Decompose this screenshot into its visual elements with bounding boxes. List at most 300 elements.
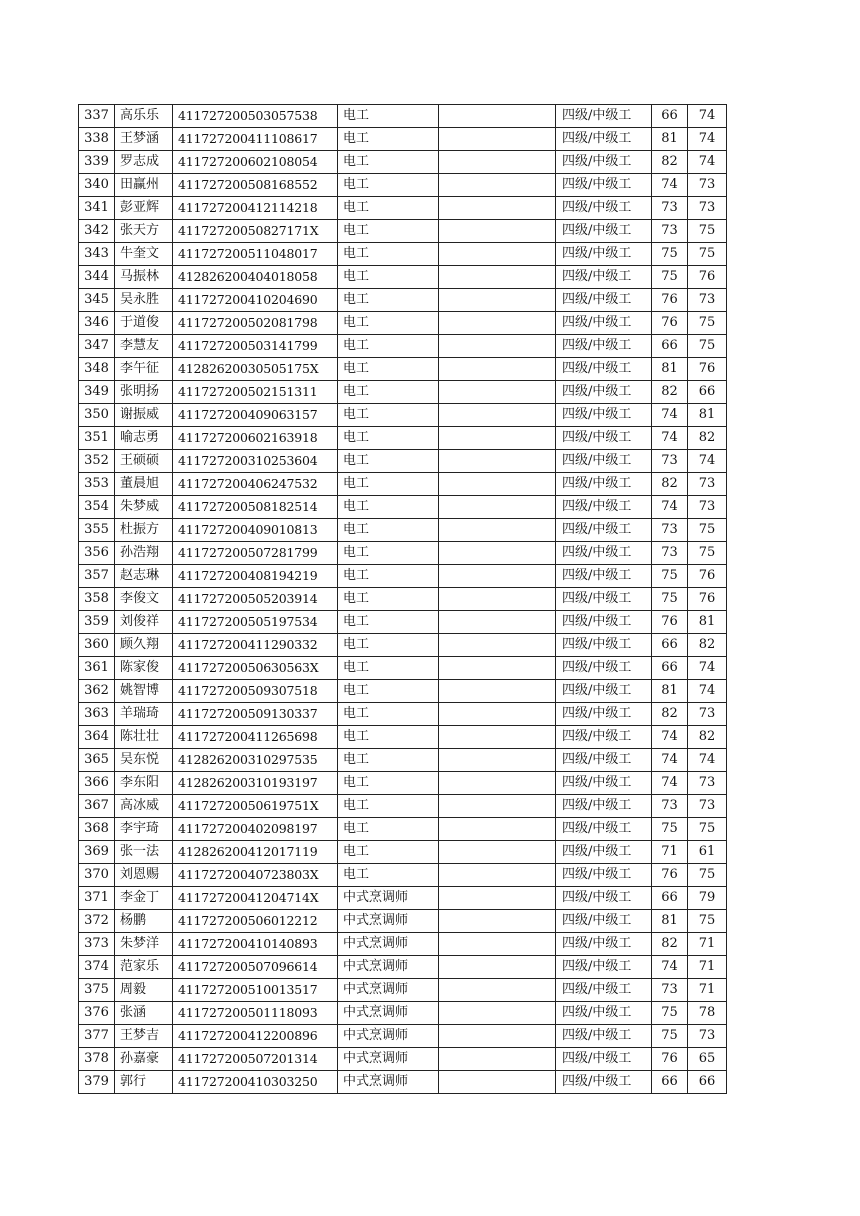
score-theory-cell: 75: [652, 818, 688, 841]
id-number-cell: 411727200410204690: [173, 289, 338, 312]
blank-cell: [439, 542, 556, 565]
id-number-cell: 411727200506012212: [173, 910, 338, 933]
table-row: [79, 864, 727, 887]
id-number-cell: 411727200411108617: [173, 128, 338, 151]
name-cell: 牛奎文: [115, 243, 173, 266]
score-practice-cell: 73: [688, 197, 727, 220]
occupation-cell: 电工: [338, 197, 439, 220]
level-cell: 四级/中级工: [556, 680, 652, 703]
level-cell: 四级/中级工: [556, 1071, 652, 1094]
blank-cell: [439, 519, 556, 542]
blank-cell: [439, 841, 556, 864]
name-cell: 张涵: [115, 1002, 173, 1025]
occupation-cell: 电工: [338, 841, 439, 864]
row-number-cell: 340: [79, 174, 115, 197]
score-practice-cell: 73: [688, 473, 727, 496]
row-number-cell: 377: [79, 1025, 115, 1048]
occupation-cell: 电工: [338, 450, 439, 473]
row-number-cell: 354: [79, 496, 115, 519]
score-practice-cell: 82: [688, 726, 727, 749]
row-number-cell: 338: [79, 128, 115, 151]
level-cell: 四级/中级工: [556, 473, 652, 496]
score-theory-cell: 75: [652, 1025, 688, 1048]
name-cell: 张明扬: [115, 381, 173, 404]
table-row: [79, 634, 727, 657]
score-practice-cell: 75: [688, 335, 727, 358]
roster-table-body: [79, 105, 727, 1094]
id-number-cell: 411727200402098197: [173, 818, 338, 841]
level-cell: 四级/中级工: [556, 542, 652, 565]
score-practice-cell: 66: [688, 381, 727, 404]
occupation-cell: 电工: [338, 312, 439, 335]
blank-cell: [439, 657, 556, 680]
score-practice-cell: 73: [688, 772, 727, 795]
row-number-cell: 360: [79, 634, 115, 657]
row-number-cell: 366: [79, 772, 115, 795]
score-practice-cell: 75: [688, 542, 727, 565]
occupation-cell: 电工: [338, 151, 439, 174]
name-cell: 喻志勇: [115, 427, 173, 450]
blank-cell: [439, 450, 556, 473]
score-practice-cell: 74: [688, 749, 727, 772]
row-number-cell: 342: [79, 220, 115, 243]
level-cell: 四级/中级工: [556, 565, 652, 588]
level-cell: 四级/中级工: [556, 772, 652, 795]
level-cell: 四级/中级工: [556, 128, 652, 151]
id-number-cell: 411727200505203914: [173, 588, 338, 611]
row-number-cell: 369: [79, 841, 115, 864]
blank-cell: [439, 956, 556, 979]
occupation-cell: 中式烹调师: [338, 887, 439, 910]
name-cell: 陈壮壮: [115, 726, 173, 749]
id-number-cell: 41172720050630563X: [173, 657, 338, 680]
name-cell: 张一法: [115, 841, 173, 864]
score-theory-cell: 76: [652, 611, 688, 634]
score-theory-cell: 75: [652, 243, 688, 266]
table-row: [79, 772, 727, 795]
occupation-cell: 电工: [338, 427, 439, 450]
level-cell: 四级/中级工: [556, 818, 652, 841]
level-cell: 四级/中级工: [556, 634, 652, 657]
occupation-cell: 电工: [338, 818, 439, 841]
occupation-cell: 电工: [338, 174, 439, 197]
id-number-cell: 412826200310297535: [173, 749, 338, 772]
level-cell: 四级/中级工: [556, 312, 652, 335]
name-cell: 李慧友: [115, 335, 173, 358]
name-cell: 罗志成: [115, 151, 173, 174]
occupation-cell: 电工: [338, 657, 439, 680]
blank-cell: [439, 335, 556, 358]
blank-cell: [439, 818, 556, 841]
roster-table: [78, 104, 727, 1094]
level-cell: 四级/中级工: [556, 404, 652, 427]
score-theory-cell: 73: [652, 197, 688, 220]
occupation-cell: 电工: [338, 565, 439, 588]
table-row: [79, 450, 727, 473]
blank-cell: [439, 312, 556, 335]
blank-cell: [439, 404, 556, 427]
name-cell: 彭亚辉: [115, 197, 173, 220]
table-row: [79, 496, 727, 519]
score-theory-cell: 66: [652, 634, 688, 657]
id-number-cell: 411727200509307518: [173, 680, 338, 703]
occupation-cell: 电工: [338, 519, 439, 542]
name-cell: 赵志琳: [115, 565, 173, 588]
blank-cell: [439, 358, 556, 381]
table-row: [79, 243, 727, 266]
score-theory-cell: 82: [652, 933, 688, 956]
row-number-cell: 344: [79, 266, 115, 289]
id-number-cell: 411727200409010813: [173, 519, 338, 542]
score-practice-cell: 75: [688, 243, 727, 266]
row-number-cell: 362: [79, 680, 115, 703]
level-cell: 四级/中级工: [556, 427, 652, 450]
score-theory-cell: 75: [652, 266, 688, 289]
score-theory-cell: 74: [652, 749, 688, 772]
table-row: [79, 1048, 727, 1071]
occupation-cell: 电工: [338, 703, 439, 726]
level-cell: 四级/中级工: [556, 266, 652, 289]
id-number-cell: 411727200310253604: [173, 450, 338, 473]
row-number-cell: 375: [79, 979, 115, 1002]
id-number-cell: 411727200412114218: [173, 197, 338, 220]
level-cell: 四级/中级工: [556, 726, 652, 749]
score-practice-cell: 82: [688, 634, 727, 657]
blank-cell: [439, 1048, 556, 1071]
score-theory-cell: 81: [652, 358, 688, 381]
id-number-cell: 411727200502151311: [173, 381, 338, 404]
name-cell: 朱梦洋: [115, 933, 173, 956]
score-practice-cell: 71: [688, 933, 727, 956]
id-number-cell: 41282620030505175X: [173, 358, 338, 381]
table-row: [79, 611, 727, 634]
score-practice-cell: 81: [688, 404, 727, 427]
name-cell: 于道俊: [115, 312, 173, 335]
table-row: [79, 703, 727, 726]
row-number-cell: 345: [79, 289, 115, 312]
id-number-cell: 411727200505197534: [173, 611, 338, 634]
occupation-cell: 电工: [338, 404, 439, 427]
blank-cell: [439, 910, 556, 933]
score-practice-cell: 75: [688, 312, 727, 335]
id-number-cell: 41172720050827171X: [173, 220, 338, 243]
score-theory-cell: 74: [652, 174, 688, 197]
name-cell: 孙嘉豪: [115, 1048, 173, 1071]
blank-cell: [439, 151, 556, 174]
score-practice-cell: 75: [688, 220, 727, 243]
row-number-cell: 359: [79, 611, 115, 634]
occupation-cell: 电工: [338, 128, 439, 151]
row-number-cell: 341: [79, 197, 115, 220]
score-practice-cell: 74: [688, 105, 727, 128]
level-cell: 四级/中级工: [556, 1002, 652, 1025]
blank-cell: [439, 243, 556, 266]
blank-cell: [439, 220, 556, 243]
occupation-cell: 电工: [338, 542, 439, 565]
row-number-cell: 337: [79, 105, 115, 128]
level-cell: 四级/中级工: [556, 956, 652, 979]
table-row: [79, 795, 727, 818]
level-cell: 四级/中级工: [556, 220, 652, 243]
level-cell: 四级/中级工: [556, 289, 652, 312]
name-cell: 羊瑞琦: [115, 703, 173, 726]
occupation-cell: 电工: [338, 680, 439, 703]
score-theory-cell: 73: [652, 795, 688, 818]
occupation-cell: 电工: [338, 749, 439, 772]
occupation-cell: 电工: [338, 220, 439, 243]
level-cell: 四级/中级工: [556, 657, 652, 680]
score-theory-cell: 76: [652, 864, 688, 887]
blank-cell: [439, 588, 556, 611]
score-practice-cell: 75: [688, 519, 727, 542]
table-row: [79, 841, 727, 864]
score-practice-cell: 74: [688, 680, 727, 703]
id-number-cell: 41172720040723803X: [173, 864, 338, 887]
row-number-cell: 349: [79, 381, 115, 404]
table-row: [79, 404, 727, 427]
id-number-cell: 411727200508182514: [173, 496, 338, 519]
id-number-cell: 412826200310193197: [173, 772, 338, 795]
score-practice-cell: 76: [688, 266, 727, 289]
id-number-cell: 411727200411265698: [173, 726, 338, 749]
level-cell: 四级/中级工: [556, 933, 652, 956]
blank-cell: [439, 703, 556, 726]
score-theory-cell: 82: [652, 473, 688, 496]
score-practice-cell: 71: [688, 956, 727, 979]
occupation-cell: 中式烹调师: [338, 933, 439, 956]
name-cell: 顾久翔: [115, 634, 173, 657]
name-cell: 杨鹏: [115, 910, 173, 933]
score-theory-cell: 74: [652, 404, 688, 427]
row-number-cell: 374: [79, 956, 115, 979]
blank-cell: [439, 128, 556, 151]
row-number-cell: 372: [79, 910, 115, 933]
level-cell: 四级/中级工: [556, 611, 652, 634]
occupation-cell: 中式烹调师: [338, 1025, 439, 1048]
name-cell: 高乐乐: [115, 105, 173, 128]
id-number-cell: 411727200602108054: [173, 151, 338, 174]
table-row: [79, 473, 727, 496]
row-number-cell: 367: [79, 795, 115, 818]
row-number-cell: 353: [79, 473, 115, 496]
level-cell: 四级/中级工: [556, 450, 652, 473]
row-number-cell: 379: [79, 1071, 115, 1094]
row-number-cell: 346: [79, 312, 115, 335]
name-cell: 刘俊祥: [115, 611, 173, 634]
id-number-cell: 411727200507281799: [173, 542, 338, 565]
occupation-cell: 电工: [338, 496, 439, 519]
level-cell: 四级/中级工: [556, 519, 652, 542]
name-cell: 陈家俊: [115, 657, 173, 680]
table-row: [79, 220, 727, 243]
occupation-cell: 电工: [338, 243, 439, 266]
score-theory-cell: 66: [652, 1071, 688, 1094]
table-row: [79, 1071, 727, 1094]
table-row: [79, 565, 727, 588]
row-number-cell: 361: [79, 657, 115, 680]
id-number-cell: 411727200406247532: [173, 473, 338, 496]
row-number-cell: 364: [79, 726, 115, 749]
level-cell: 四级/中级工: [556, 174, 652, 197]
row-number-cell: 365: [79, 749, 115, 772]
score-theory-cell: 81: [652, 128, 688, 151]
score-theory-cell: 66: [652, 657, 688, 680]
name-cell: 吴永胜: [115, 289, 173, 312]
score-practice-cell: 74: [688, 450, 727, 473]
blank-cell: [439, 749, 556, 772]
level-cell: 四级/中级工: [556, 358, 652, 381]
table-row: [79, 174, 727, 197]
score-theory-cell: 74: [652, 772, 688, 795]
blank-cell: [439, 726, 556, 749]
table-row: [79, 1002, 727, 1025]
name-cell: 张天方: [115, 220, 173, 243]
table-row: [79, 312, 727, 335]
blank-cell: [439, 864, 556, 887]
row-number-cell: 376: [79, 1002, 115, 1025]
blank-cell: [439, 427, 556, 450]
name-cell: 郭行: [115, 1071, 173, 1094]
name-cell: 王硕硕: [115, 450, 173, 473]
score-practice-cell: 75: [688, 818, 727, 841]
table-row: [79, 1025, 727, 1048]
id-number-cell: 411727200503141799: [173, 335, 338, 358]
blank-cell: [439, 979, 556, 1002]
score-theory-cell: 73: [652, 542, 688, 565]
score-theory-cell: 75: [652, 1002, 688, 1025]
score-theory-cell: 66: [652, 105, 688, 128]
id-number-cell: 411727200509130337: [173, 703, 338, 726]
row-number-cell: 357: [79, 565, 115, 588]
id-number-cell: 411727200409063157: [173, 404, 338, 427]
table-row: [79, 956, 727, 979]
row-number-cell: 350: [79, 404, 115, 427]
name-cell: 谢振威: [115, 404, 173, 427]
score-practice-cell: 73: [688, 496, 727, 519]
id-number-cell: 411727200408194219: [173, 565, 338, 588]
level-cell: 四级/中级工: [556, 703, 652, 726]
id-number-cell: 411727200503057538: [173, 105, 338, 128]
name-cell: 李午征: [115, 358, 173, 381]
score-theory-cell: 82: [652, 381, 688, 404]
level-cell: 四级/中级工: [556, 910, 652, 933]
name-cell: 孙浩翔: [115, 542, 173, 565]
occupation-cell: 中式烹调师: [338, 956, 439, 979]
table-row: [79, 289, 727, 312]
id-number-cell: 411727200508168552: [173, 174, 338, 197]
blank-cell: [439, 887, 556, 910]
occupation-cell: 电工: [338, 611, 439, 634]
level-cell: 四级/中级工: [556, 151, 652, 174]
blank-cell: [439, 1002, 556, 1025]
table-row: [79, 979, 727, 1002]
table-row: [79, 427, 727, 450]
table-row: [79, 657, 727, 680]
occupation-cell: 电工: [338, 864, 439, 887]
row-number-cell: 371: [79, 887, 115, 910]
table-row: [79, 910, 727, 933]
score-practice-cell: 81: [688, 611, 727, 634]
id-number-cell: 411727200410303250: [173, 1071, 338, 1094]
name-cell: 李俊文: [115, 588, 173, 611]
blank-cell: [439, 680, 556, 703]
table-row: [79, 933, 727, 956]
blank-cell: [439, 611, 556, 634]
blank-cell: [439, 772, 556, 795]
score-theory-cell: 66: [652, 887, 688, 910]
blank-cell: [439, 289, 556, 312]
level-cell: 四级/中级工: [556, 795, 652, 818]
score-theory-cell: 66: [652, 335, 688, 358]
score-practice-cell: 79: [688, 887, 727, 910]
id-number-cell: 41172720050619751X: [173, 795, 338, 818]
blank-cell: [439, 565, 556, 588]
level-cell: 四级/中级工: [556, 841, 652, 864]
table-row: [79, 818, 727, 841]
name-cell: 高冰威: [115, 795, 173, 818]
blank-cell: [439, 381, 556, 404]
id-number-cell: 411727200412200896: [173, 1025, 338, 1048]
id-number-cell: 411727200502081798: [173, 312, 338, 335]
score-theory-cell: 75: [652, 565, 688, 588]
name-cell: 李东阳: [115, 772, 173, 795]
occupation-cell: 电工: [338, 266, 439, 289]
level-cell: 四级/中级工: [556, 243, 652, 266]
row-number-cell: 347: [79, 335, 115, 358]
name-cell: 吴东悦: [115, 749, 173, 772]
occupation-cell: 电工: [338, 634, 439, 657]
row-number-cell: 339: [79, 151, 115, 174]
blank-cell: [439, 1071, 556, 1094]
blank-cell: [439, 197, 556, 220]
blank-cell: [439, 105, 556, 128]
score-theory-cell: 74: [652, 427, 688, 450]
id-number-cell: 411727200602163918: [173, 427, 338, 450]
row-number-cell: 368: [79, 818, 115, 841]
id-number-cell: 411727200507096614: [173, 956, 338, 979]
table-row: [79, 358, 727, 381]
occupation-cell: 中式烹调师: [338, 910, 439, 933]
level-cell: 四级/中级工: [556, 749, 652, 772]
level-cell: 四级/中级工: [556, 105, 652, 128]
score-practice-cell: 71: [688, 979, 727, 1002]
score-theory-cell: 81: [652, 680, 688, 703]
row-number-cell: 355: [79, 519, 115, 542]
table-row: [79, 266, 727, 289]
score-practice-cell: 61: [688, 841, 727, 864]
score-practice-cell: 65: [688, 1048, 727, 1071]
score-practice-cell: 75: [688, 910, 727, 933]
occupation-cell: 中式烹调师: [338, 979, 439, 1002]
occupation-cell: 中式烹调师: [338, 1002, 439, 1025]
table-row: [79, 542, 727, 565]
score-theory-cell: 73: [652, 220, 688, 243]
name-cell: 马振林: [115, 266, 173, 289]
level-cell: 四级/中级工: [556, 864, 652, 887]
score-theory-cell: 74: [652, 726, 688, 749]
score-practice-cell: 78: [688, 1002, 727, 1025]
table-row: [79, 680, 727, 703]
score-theory-cell: 73: [652, 450, 688, 473]
score-practice-cell: 73: [688, 795, 727, 818]
table-row: [79, 519, 727, 542]
score-practice-cell: 74: [688, 657, 727, 680]
name-cell: 王梦涵: [115, 128, 173, 151]
level-cell: 四级/中级工: [556, 197, 652, 220]
score-practice-cell: 73: [688, 1025, 727, 1048]
score-practice-cell: 82: [688, 427, 727, 450]
row-number-cell: 343: [79, 243, 115, 266]
